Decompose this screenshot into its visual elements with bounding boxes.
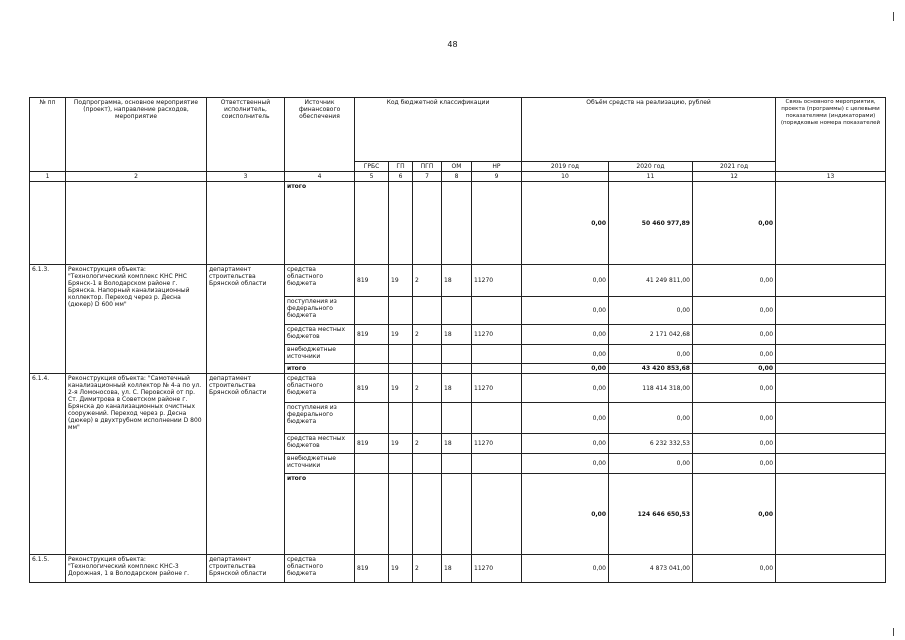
- value-2019: 0,00: [522, 265, 609, 297]
- value-2021: 0,00: [693, 374, 776, 403]
- value-2020: 0,00: [609, 345, 693, 364]
- header-program: Подпрограмма, основное мероприятие (проект), направление расходов, мероприятие: [66, 98, 207, 172]
- value-2019: 0,00: [522, 297, 609, 325]
- col-number: 3: [207, 172, 285, 182]
- col-number: 2: [66, 172, 207, 182]
- total-2019: 0,00: [522, 182, 609, 265]
- code-pgp: 2: [413, 325, 442, 345]
- value-2020: 0,00: [609, 403, 693, 434]
- total-2019: 0,00: [522, 474, 609, 555]
- total-2019: 0,00: [522, 364, 609, 374]
- value-2019: 0,00: [522, 325, 609, 345]
- code-grbs: 819: [355, 374, 389, 403]
- value-2021: 0,00: [693, 345, 776, 364]
- code-grbs: 819: [355, 555, 389, 583]
- total-label: итого: [285, 364, 355, 374]
- header-2020: 2020 год: [609, 162, 693, 172]
- code-grbs: 819: [355, 265, 389, 297]
- total-label: итого: [285, 474, 355, 555]
- source-federal: поступления из федерального бюджета: [285, 297, 355, 325]
- header-2019: 2019 год: [522, 162, 609, 172]
- value-2019: 0,00: [522, 403, 609, 434]
- value-2019: 0,00: [522, 454, 609, 474]
- item-responsible: департамент строительства Брянской области: [207, 374, 285, 555]
- item-name: Реконструкция объекта: "Технологический комплекс КНС РНС Брянск-1 в Володарском районе г. Брянска. Напорный канализационный коллектор. Переход через р. Десна (дюкер) D 600 мм": [66, 265, 207, 374]
- col-number: 11: [609, 172, 693, 182]
- col-number: 12: [693, 172, 776, 182]
- code-pgp: 2: [413, 374, 442, 403]
- header-nr: НР: [472, 162, 522, 172]
- code-gp: 19: [389, 265, 413, 297]
- value-2021: 0,00: [693, 403, 776, 434]
- col-number: 4: [285, 172, 355, 182]
- value-2020: 41 249 811,00: [609, 265, 693, 297]
- code-om: 18: [442, 374, 472, 403]
- item-name: Реконструкция объекта: "Технологический комплекс КНС-3 Дорожная, 1 в Володарском районе г.: [66, 555, 207, 583]
- source-federal: поступления из федерального бюджета: [285, 403, 355, 434]
- scan-mark: [893, 12, 894, 21]
- source-extra: внебюджетные источники: [285, 454, 355, 474]
- col-number: 6: [389, 172, 413, 182]
- value-2020: 6 232 332,53: [609, 434, 693, 454]
- col-number: 7: [413, 172, 442, 182]
- code-pgp: 2: [413, 265, 442, 297]
- code-pgp: 2: [413, 434, 442, 454]
- header-om: ОМ: [442, 162, 472, 172]
- total-2020: 50 460 977,89: [609, 182, 693, 265]
- code-gp: 19: [389, 374, 413, 403]
- code-om: 18: [442, 265, 472, 297]
- code-gp: 19: [389, 434, 413, 454]
- source-local: средства местных бюджетов: [285, 434, 355, 454]
- value-2019: 0,00: [522, 374, 609, 403]
- source-extra: внебюджетные источники: [285, 345, 355, 364]
- value-2021: 0,00: [693, 555, 776, 583]
- col-number: 10: [522, 172, 609, 182]
- table-row: [30, 265, 886, 297]
- code-nr: 11270: [472, 555, 522, 583]
- table-row: [30, 182, 886, 265]
- header-responsible: Ответственный исполнитель, соисполнитель: [207, 98, 285, 172]
- header-pgp: ПГП: [413, 162, 442, 172]
- value-2021: 0,00: [693, 325, 776, 345]
- header-source: Источник финансового обеспечения: [285, 98, 355, 172]
- col-number: 9: [472, 172, 522, 182]
- value-2019: 0,00: [522, 434, 609, 454]
- item-name: Реконструкция объекта: "Самотечный канализационный коллектор № 4-а по ул. 2-я Ломоносова, ул. С. Перовской от пр. Ст. Димитрова в Советском районе г. Брянска до канализационных очистных сооружений. Переход через р. Десна (дюкер) в двухтрубном исполнении D 800 мм": [66, 374, 207, 555]
- item-number: 6.1.4.: [30, 374, 66, 555]
- value-2021: 0,00: [693, 434, 776, 454]
- item-number: 6.1.5.: [30, 555, 66, 583]
- col-number: 8: [442, 172, 472, 182]
- total-2021: 0,00: [693, 364, 776, 374]
- header-budget-code: Код бюджетной классификации: [355, 98, 522, 162]
- source-regional: средства областного бюджета: [285, 374, 355, 403]
- col-number: 13: [776, 172, 886, 182]
- value-2021: 0,00: [693, 454, 776, 474]
- code-pgp: 2: [413, 555, 442, 583]
- header-grbs: ГРБС: [355, 162, 389, 172]
- col-number: 1: [30, 172, 66, 182]
- table-row: [30, 555, 886, 583]
- column-number-row: [30, 172, 886, 182]
- code-gp: 19: [389, 325, 413, 345]
- code-om: 18: [442, 434, 472, 454]
- value-2020: 2 171 042,68: [609, 325, 693, 345]
- code-grbs: 819: [355, 325, 389, 345]
- page-number: 48: [447, 40, 458, 49]
- item-number: 6.1.3.: [30, 265, 66, 374]
- code-om: 18: [442, 325, 472, 345]
- code-nr: 11270: [472, 265, 522, 297]
- col-number: 5: [355, 172, 389, 182]
- header-2021: 2021 год: [693, 162, 776, 172]
- header-gp: ГП: [389, 162, 413, 172]
- code-grbs: 819: [355, 434, 389, 454]
- value-2020: 0,00: [609, 297, 693, 325]
- value-2019: 0,00: [522, 555, 609, 583]
- header-link: Связь основного мероприятия, проекта (программы) с целевыми показателями (индикаторами) (порядковые номера показателей: [776, 98, 886, 172]
- value-2020: 118 414 318,00: [609, 374, 693, 403]
- budget-table: [29, 97, 886, 583]
- total-2021: 0,00: [693, 182, 776, 265]
- item-responsible: департамент строительства Брянской области: [207, 555, 285, 583]
- scan-mark: [893, 628, 894, 636]
- header-volume: Объём средств на реализацию, рублей: [522, 98, 776, 162]
- total-2021: 0,00: [693, 474, 776, 555]
- value-2021: 0,00: [693, 265, 776, 297]
- value-2020: 4 873 041,00: [609, 555, 693, 583]
- total-label: итого: [285, 182, 355, 265]
- table-row: [30, 374, 886, 403]
- source-local: средства местных бюджетов: [285, 325, 355, 345]
- source-regional: средства областного бюджета: [285, 265, 355, 297]
- value-2020: 0,00: [609, 454, 693, 474]
- value-2021: 0,00: [693, 297, 776, 325]
- total-2020: 124 646 650,53: [609, 474, 693, 555]
- code-nr: 11270: [472, 325, 522, 345]
- header-row: [30, 98, 886, 162]
- total-2020: 43 420 853,68: [609, 364, 693, 374]
- item-responsible: департамент строительства Брянской области: [207, 265, 285, 374]
- header-no: № пп: [30, 98, 66, 172]
- code-nr: 11270: [472, 374, 522, 403]
- value-2019: 0,00: [522, 345, 609, 364]
- source-regional: средства областного бюджета: [285, 555, 355, 583]
- code-om: 18: [442, 555, 472, 583]
- code-nr: 11270: [472, 434, 522, 454]
- code-gp: 19: [389, 555, 413, 583]
